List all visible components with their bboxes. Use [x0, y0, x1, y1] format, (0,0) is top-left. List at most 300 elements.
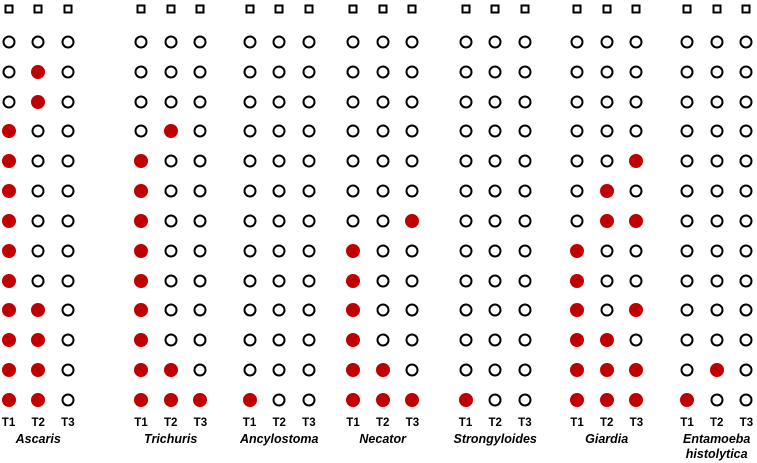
- open-circle-marker: [630, 65, 643, 78]
- filled-circle-marker: [346, 274, 360, 288]
- open-circle-marker: [2, 65, 15, 78]
- open-circle-marker: [347, 214, 360, 227]
- timepoint-label: T3: [739, 417, 754, 429]
- filled-circle-marker: [2, 333, 16, 347]
- open-circle-marker: [347, 95, 360, 108]
- open-circle-marker: [630, 244, 643, 257]
- open-circle-marker: [243, 364, 256, 377]
- timepoint-label: T3: [405, 417, 420, 429]
- open-circle-marker: [740, 36, 753, 49]
- open-circle-marker: [600, 274, 613, 287]
- timepoint-label: T3: [61, 417, 75, 429]
- open-circle-marker: [347, 36, 360, 49]
- open-circle-marker: [518, 334, 531, 347]
- filled-circle-marker: [134, 184, 148, 198]
- open-circle-marker: [302, 334, 315, 347]
- open-circle-marker: [302, 125, 315, 138]
- open-circle-marker: [571, 36, 584, 49]
- timepoint-label: T2: [31, 417, 45, 429]
- timepoint-label: T3: [518, 417, 532, 429]
- open-circle-marker: [194, 334, 207, 347]
- open-circle-marker: [740, 364, 753, 377]
- open-circle-marker: [2, 95, 15, 108]
- open-circle-marker: [518, 393, 531, 406]
- open-circle-marker: [681, 185, 694, 198]
- open-circle-marker: [194, 364, 207, 377]
- filled-circle-marker: [2, 363, 16, 377]
- timepoint-label: T1: [242, 417, 257, 429]
- open-circle-marker: [740, 393, 753, 406]
- filled-circle-marker: [2, 184, 16, 198]
- open-circle-marker: [302, 244, 315, 257]
- open-circle-marker: [32, 185, 45, 198]
- timepoint-label: T3: [302, 417, 316, 429]
- open-circle-marker: [32, 36, 45, 49]
- open-circle-marker: [406, 155, 419, 168]
- open-circle-marker: [32, 244, 45, 257]
- open-circle-marker: [61, 393, 74, 406]
- open-circle-marker: [406, 36, 419, 49]
- open-circle-marker: [406, 95, 419, 108]
- open-square-marker: [573, 5, 582, 14]
- open-circle-marker: [376, 334, 389, 347]
- group-name-label: Ascaris: [15, 432, 61, 446]
- open-circle-marker: [302, 185, 315, 198]
- timepoint-label: T2: [709, 417, 724, 429]
- open-circle-marker: [61, 185, 74, 198]
- open-circle-marker: [489, 244, 502, 257]
- open-circle-marker: [61, 95, 74, 108]
- filled-circle-marker: [31, 95, 45, 109]
- open-circle-marker: [489, 274, 502, 287]
- filled-circle-marker: [346, 244, 360, 258]
- open-circle-marker: [376, 95, 389, 108]
- filled-circle-marker: [134, 363, 148, 377]
- filled-circle-marker: [2, 154, 16, 168]
- open-circle-marker: [740, 274, 753, 287]
- open-circle-marker: [376, 36, 389, 49]
- open-square-marker: [491, 5, 500, 14]
- filled-circle-marker: [134, 244, 148, 258]
- open-circle-marker: [489, 65, 502, 78]
- filled-circle-marker: [600, 333, 614, 347]
- open-circle-marker: [571, 95, 584, 108]
- filled-circle-marker: [570, 274, 584, 288]
- open-circle-marker: [61, 36, 74, 49]
- open-circle-marker: [489, 364, 502, 377]
- open-circle-marker: [302, 393, 315, 406]
- filled-circle-marker: [346, 333, 360, 347]
- open-circle-marker: [600, 36, 613, 49]
- open-circle-marker: [740, 155, 753, 168]
- open-circle-marker: [630, 36, 643, 49]
- open-circle-marker: [406, 65, 419, 78]
- open-square-marker: [137, 5, 146, 14]
- open-circle-marker: [681, 36, 694, 49]
- open-circle-marker: [518, 214, 531, 227]
- open-circle-marker: [459, 214, 472, 227]
- open-circle-marker: [518, 244, 531, 257]
- open-circle-marker: [681, 214, 694, 227]
- open-circle-marker: [32, 125, 45, 138]
- open-circle-marker: [164, 65, 177, 78]
- open-circle-marker: [135, 36, 148, 49]
- open-circle-marker: [273, 65, 286, 78]
- open-circle-marker: [302, 274, 315, 287]
- open-circle-marker: [347, 185, 360, 198]
- open-circle-marker: [376, 185, 389, 198]
- open-circle-marker: [571, 125, 584, 138]
- filled-circle-marker: [680, 393, 694, 407]
- open-circle-marker: [489, 155, 502, 168]
- filled-circle-marker: [134, 214, 148, 228]
- timepoint-label: T2: [599, 417, 614, 429]
- filled-circle-marker: [346, 303, 360, 317]
- open-circle-marker: [571, 65, 584, 78]
- open-circle-marker: [194, 65, 207, 78]
- open-circle-marker: [243, 214, 256, 227]
- open-circle-marker: [489, 185, 502, 198]
- open-circle-marker: [710, 393, 723, 406]
- open-circle-marker: [243, 185, 256, 198]
- open-circle-marker: [518, 155, 531, 168]
- open-circle-marker: [740, 244, 753, 257]
- open-circle-marker: [681, 274, 694, 287]
- filled-circle-marker: [629, 214, 643, 228]
- open-circle-marker: [681, 95, 694, 108]
- filled-circle-marker: [376, 363, 390, 377]
- open-circle-marker: [740, 125, 753, 138]
- filled-circle-marker: [710, 363, 724, 377]
- open-circle-marker: [459, 274, 472, 287]
- filled-circle-marker: [31, 303, 45, 317]
- filled-circle-marker: [2, 244, 16, 258]
- open-circle-marker: [194, 304, 207, 317]
- group-name-label: Strongyloides: [453, 432, 537, 446]
- filled-circle-marker: [405, 393, 419, 407]
- open-circle-marker: [710, 155, 723, 168]
- open-circle-marker: [459, 125, 472, 138]
- open-circle-marker: [459, 364, 472, 377]
- open-circle-marker: [518, 304, 531, 317]
- open-circle-marker: [194, 155, 207, 168]
- filled-circle-marker: [600, 363, 614, 377]
- filled-circle-marker: [600, 214, 614, 228]
- open-square-marker: [34, 5, 43, 14]
- open-circle-marker: [600, 65, 613, 78]
- filled-circle-marker: [2, 274, 16, 288]
- open-circle-marker: [518, 95, 531, 108]
- filled-circle-marker: [570, 393, 584, 407]
- open-circle-marker: [273, 304, 286, 317]
- open-circle-marker: [518, 274, 531, 287]
- filled-circle-marker: [31, 333, 45, 347]
- open-circle-marker: [32, 214, 45, 227]
- open-circle-marker: [489, 36, 502, 49]
- open-circle-marker: [710, 125, 723, 138]
- open-circle-marker: [571, 185, 584, 198]
- timepoint-label: T1: [346, 417, 360, 429]
- open-circle-marker: [2, 36, 15, 49]
- open-circle-marker: [194, 95, 207, 108]
- open-circle-marker: [459, 155, 472, 168]
- open-square-marker: [683, 5, 692, 14]
- open-circle-marker: [302, 65, 315, 78]
- timepoint-label: T1: [680, 417, 694, 429]
- open-circle-marker: [194, 244, 207, 257]
- open-circle-marker: [194, 36, 207, 49]
- open-circle-marker: [406, 304, 419, 317]
- filled-circle-marker: [629, 393, 643, 407]
- open-circle-marker: [61, 304, 74, 317]
- open-square-marker: [275, 5, 284, 14]
- open-circle-marker: [32, 155, 45, 168]
- timepoint-label: T1: [458, 417, 473, 429]
- open-circle-marker: [630, 185, 643, 198]
- open-circle-marker: [243, 244, 256, 257]
- open-circle-marker: [681, 334, 694, 347]
- open-circle-marker: [406, 185, 419, 198]
- open-circle-marker: [243, 65, 256, 78]
- open-circle-marker: [243, 95, 256, 108]
- open-square-marker: [63, 5, 72, 14]
- open-square-marker: [166, 5, 175, 14]
- open-circle-marker: [61, 244, 74, 257]
- open-circle-marker: [518, 185, 531, 198]
- open-circle-marker: [347, 65, 360, 78]
- open-circle-marker: [600, 244, 613, 257]
- filled-circle-marker: [2, 393, 16, 407]
- open-circle-marker: [61, 65, 74, 78]
- open-circle-marker: [518, 364, 531, 377]
- open-circle-marker: [376, 244, 389, 257]
- open-circle-marker: [164, 274, 177, 287]
- open-circle-marker: [489, 334, 502, 347]
- open-circle-marker: [273, 95, 286, 108]
- open-circle-marker: [273, 155, 286, 168]
- open-circle-marker: [61, 155, 74, 168]
- open-circle-marker: [600, 95, 613, 108]
- open-circle-marker: [740, 334, 753, 347]
- open-square-marker: [245, 5, 254, 14]
- open-circle-marker: [459, 65, 472, 78]
- open-circle-marker: [243, 36, 256, 49]
- open-circle-marker: [710, 304, 723, 317]
- filled-circle-marker: [600, 393, 614, 407]
- open-square-marker: [712, 5, 721, 14]
- open-circle-marker: [135, 65, 148, 78]
- filled-circle-marker: [629, 303, 643, 317]
- open-circle-marker: [710, 36, 723, 49]
- filled-circle-marker: [2, 303, 16, 317]
- open-circle-marker: [164, 334, 177, 347]
- open-circle-marker: [135, 95, 148, 108]
- open-circle-marker: [518, 125, 531, 138]
- open-circle-marker: [459, 36, 472, 49]
- open-circle-marker: [600, 155, 613, 168]
- timepoint-label: T2: [163, 417, 178, 429]
- open-circle-marker: [135, 125, 148, 138]
- open-circle-marker: [710, 95, 723, 108]
- open-circle-marker: [710, 274, 723, 287]
- open-circle-marker: [406, 274, 419, 287]
- open-circle-marker: [630, 334, 643, 347]
- open-square-marker: [520, 5, 529, 14]
- open-circle-marker: [164, 244, 177, 257]
- filled-circle-marker: [570, 244, 584, 258]
- open-circle-marker: [681, 244, 694, 257]
- open-circle-marker: [406, 334, 419, 347]
- filled-circle-marker: [134, 154, 148, 168]
- filled-circle-marker: [134, 274, 148, 288]
- open-circle-marker: [194, 274, 207, 287]
- open-circle-marker: [273, 185, 286, 198]
- open-circle-marker: [406, 364, 419, 377]
- filled-circle-marker: [134, 303, 148, 317]
- filled-circle-marker: [629, 363, 643, 377]
- open-circle-marker: [273, 274, 286, 287]
- open-circle-marker: [273, 125, 286, 138]
- open-square-marker: [461, 5, 470, 14]
- open-circle-marker: [518, 65, 531, 78]
- group-name-label: Entamoeba histolytica: [682, 432, 751, 461]
- open-circle-marker: [489, 125, 502, 138]
- filled-circle-marker: [376, 393, 390, 407]
- open-circle-marker: [489, 214, 502, 227]
- open-circle-marker: [164, 95, 177, 108]
- open-circle-marker: [681, 304, 694, 317]
- open-circle-marker: [164, 185, 177, 198]
- open-circle-marker: [518, 36, 531, 49]
- open-circle-marker: [302, 364, 315, 377]
- open-square-marker: [632, 5, 641, 14]
- open-circle-marker: [302, 304, 315, 317]
- filled-circle-marker: [2, 124, 16, 138]
- filled-circle-marker: [629, 154, 643, 168]
- filled-circle-marker: [31, 393, 45, 407]
- open-circle-marker: [164, 155, 177, 168]
- open-circle-marker: [273, 393, 286, 406]
- open-circle-marker: [376, 155, 389, 168]
- open-circle-marker: [406, 244, 419, 257]
- open-circle-marker: [347, 125, 360, 138]
- open-circle-marker: [243, 334, 256, 347]
- filled-circle-marker: [570, 333, 584, 347]
- open-circle-marker: [194, 125, 207, 138]
- open-circle-marker: [740, 65, 753, 78]
- timepoint-label: T2: [375, 417, 390, 429]
- open-circle-marker: [376, 304, 389, 317]
- open-circle-marker: [459, 334, 472, 347]
- timepoint-label: T2: [488, 417, 502, 429]
- open-circle-marker: [459, 244, 472, 257]
- open-circle-marker: [710, 334, 723, 347]
- open-circle-marker: [630, 125, 643, 138]
- open-circle-marker: [61, 274, 74, 287]
- open-square-marker: [742, 5, 751, 14]
- open-circle-marker: [273, 364, 286, 377]
- filled-circle-marker: [405, 214, 419, 228]
- open-circle-marker: [347, 155, 360, 168]
- open-circle-marker: [406, 125, 419, 138]
- filled-circle-marker: [31, 65, 45, 79]
- open-square-marker: [602, 5, 611, 14]
- group-name-label: Ancylostoma: [239, 432, 319, 446]
- open-circle-marker: [571, 155, 584, 168]
- open-circle-marker: [243, 304, 256, 317]
- open-circle-marker: [164, 304, 177, 317]
- filled-circle-marker: [570, 363, 584, 377]
- open-circle-marker: [710, 65, 723, 78]
- open-circle-marker: [302, 95, 315, 108]
- open-circle-marker: [630, 95, 643, 108]
- filled-circle-marker: [346, 393, 360, 407]
- open-circle-marker: [710, 214, 723, 227]
- open-circle-marker: [164, 214, 177, 227]
- filled-circle-marker: [134, 393, 148, 407]
- timepoint-label: T2: [272, 417, 286, 429]
- timepoint-label: T1: [1, 417, 16, 429]
- open-circle-marker: [681, 125, 694, 138]
- open-circle-marker: [376, 65, 389, 78]
- group-name-label: Giardia: [585, 432, 629, 446]
- open-square-marker: [4, 5, 13, 14]
- open-circle-marker: [61, 214, 74, 227]
- open-circle-marker: [273, 36, 286, 49]
- filled-circle-marker: [570, 303, 584, 317]
- open-circle-marker: [489, 95, 502, 108]
- open-circle-marker: [600, 304, 613, 317]
- filled-circle-marker: [164, 124, 178, 138]
- open-circle-marker: [376, 125, 389, 138]
- open-circle-marker: [61, 364, 74, 377]
- open-circle-marker: [243, 274, 256, 287]
- open-circle-marker: [273, 214, 286, 227]
- filled-circle-marker: [193, 393, 207, 407]
- open-square-marker: [196, 5, 205, 14]
- open-circle-marker: [740, 304, 753, 317]
- open-circle-marker: [273, 334, 286, 347]
- open-circle-marker: [302, 36, 315, 49]
- filled-circle-marker: [600, 184, 614, 198]
- open-circle-marker: [61, 334, 74, 347]
- open-circle-marker: [710, 244, 723, 257]
- open-circle-marker: [740, 185, 753, 198]
- open-square-marker: [408, 5, 417, 14]
- open-circle-marker: [302, 214, 315, 227]
- open-circle-marker: [571, 214, 584, 227]
- open-circle-marker: [681, 364, 694, 377]
- filled-circle-marker: [459, 393, 473, 407]
- timepoint-label: T1: [570, 417, 584, 429]
- open-circle-marker: [600, 125, 613, 138]
- open-circle-marker: [376, 214, 389, 227]
- open-square-marker: [378, 5, 387, 14]
- open-circle-marker: [273, 244, 286, 257]
- open-circle-marker: [681, 65, 694, 78]
- timepoint-label: T3: [193, 417, 208, 429]
- open-circle-marker: [302, 155, 315, 168]
- open-circle-marker: [630, 274, 643, 287]
- open-circle-marker: [489, 393, 502, 406]
- open-circle-marker: [376, 274, 389, 287]
- open-square-marker: [349, 5, 358, 14]
- filled-circle-marker: [164, 363, 178, 377]
- filled-circle-marker: [164, 393, 178, 407]
- open-circle-marker: [164, 36, 177, 49]
- filled-circle-marker: [31, 363, 45, 377]
- open-circle-marker: [710, 185, 723, 198]
